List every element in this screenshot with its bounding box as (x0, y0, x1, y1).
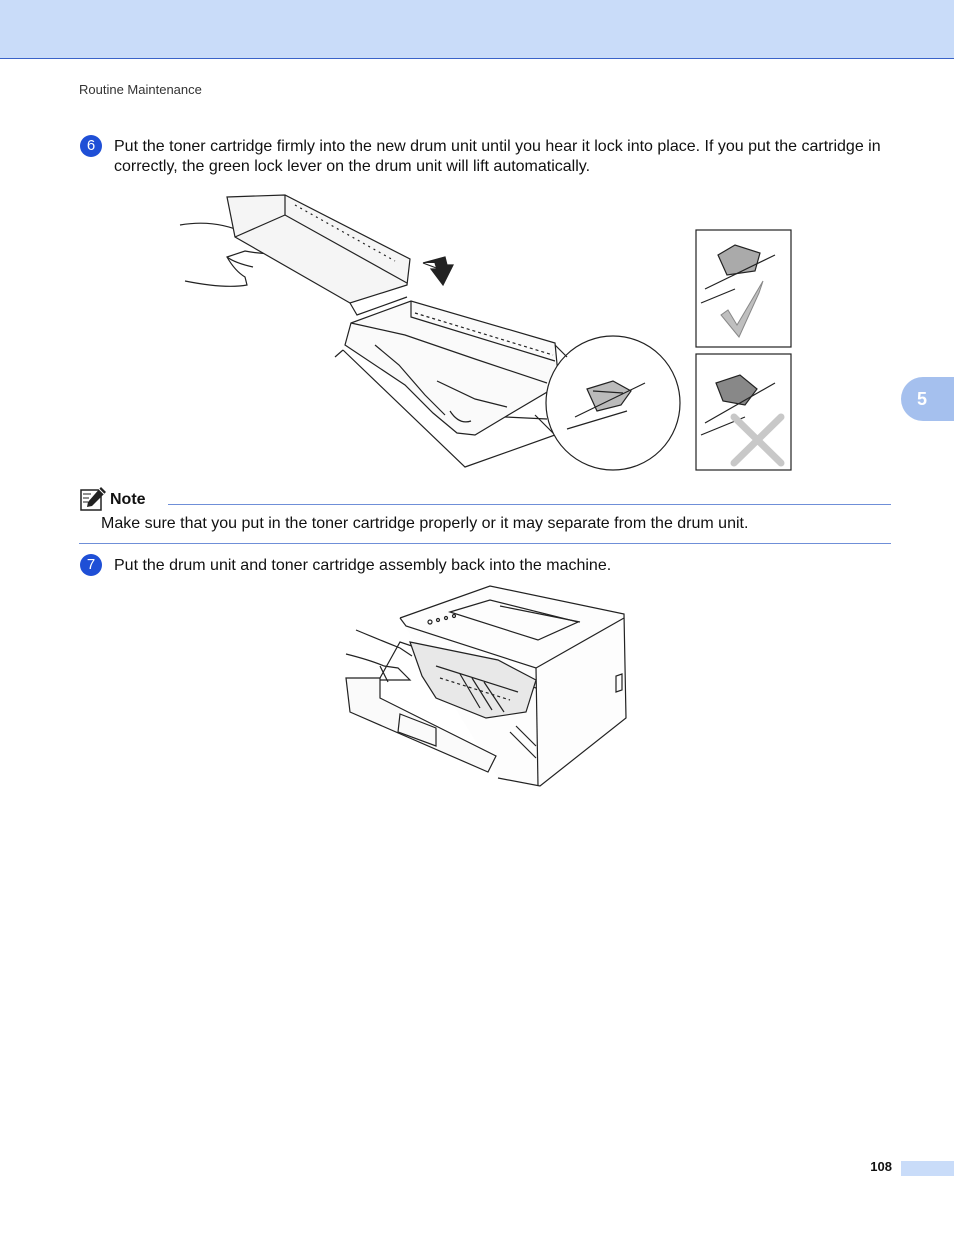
step-number-badge: 7 (80, 554, 102, 576)
drum-into-machine-illustration (340, 582, 640, 792)
page-number: 108 (870, 1159, 892, 1174)
pencil-note-icon (79, 484, 109, 512)
note-title: Note (110, 491, 146, 508)
section-title: Routine Maintenance (79, 82, 202, 97)
note-text: Make sure that you put in the toner cartridge properly or it may separate from the drum unit. (101, 515, 749, 532)
step-number-badge: 6 (80, 135, 102, 157)
toner-into-drum-illustration (175, 185, 795, 475)
note-divider-top (168, 504, 891, 505)
note-divider-bottom (79, 543, 891, 544)
step-instruction: Put the drum unit and toner cartridge assembly back into the machine. (114, 557, 612, 574)
chapter-tab[interactable]: 5 (901, 377, 954, 421)
page-number-tab (901, 1161, 954, 1176)
step-instruction: Put the toner cartridge firmly into the new drum unit until you hear it lock into place. If you put the cartridge in correctly, the green lock lever on the drum unit will lift automatically. (114, 138, 881, 175)
header-band (0, 0, 954, 59)
